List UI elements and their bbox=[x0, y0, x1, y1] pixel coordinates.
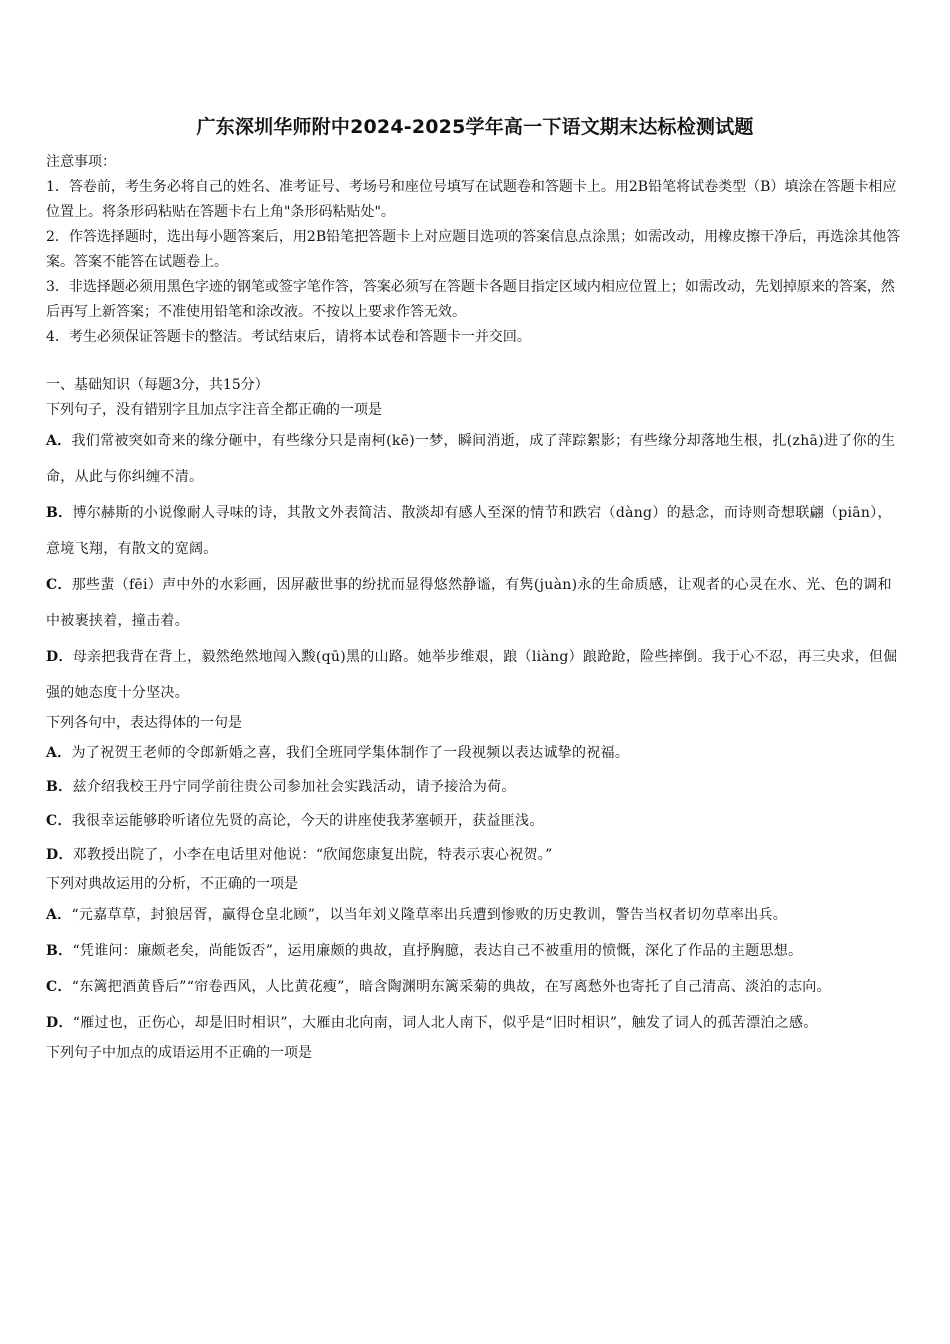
option-item bbox=[46, 495, 904, 567]
option-text: 博尔赫斯的小说像耐人寻味的诗，其散文外表简洁、散淡却有感人至深的情节和跌宕（dàng）的悬念，而诗则奇想联翩（piān），意境飞翔，有散文的宽阔。 bbox=[46, 505, 892, 557]
option-key: C． bbox=[46, 979, 72, 995]
option-key: C． bbox=[46, 577, 72, 593]
question-stem: 下列对典故运用的分析，不正确的一项是 bbox=[46, 876, 298, 892]
option-text: “雁过也，正伤心，却是旧时相识”，大雁由北向南，词人北人南下，似乎是“旧时相识”，触发了词人的孤苦漂泊之感。 bbox=[72, 1015, 818, 1031]
option-key: D． bbox=[46, 649, 73, 665]
option-key: A． bbox=[46, 907, 72, 923]
option-text: 兹介绍我校王丹宁同学前往贵公司参加社会实践活动，请予接洽为荷。 bbox=[72, 779, 516, 795]
page-title: 广东深圳华师附中2024-2025学年高一下语文期末达标检测试题 bbox=[196, 116, 754, 138]
option-text: 母亲把我背在背上，毅然绝然地闯入黢(qū)黑的山路。她举步维艰，踉（liàng）踉跄跄，险些摔倒。我于心不忍，再三央求，但倔强的她态度十分坚决。 bbox=[46, 649, 898, 701]
option-item bbox=[46, 804, 904, 838]
section-basic-knowledge bbox=[46, 373, 904, 1066]
option-key: B． bbox=[46, 779, 73, 795]
option-item bbox=[46, 969, 904, 1005]
option-key: D． bbox=[46, 847, 73, 863]
notice-heading: 注意事项： bbox=[46, 154, 116, 170]
option-item bbox=[46, 736, 904, 770]
notice-item: 2．作答选择题时，选出每小题答案后，用2B铅笔把答题卡上对应题目选项的答案信息点涂黑；如需改动，用橡皮擦干净后，再选涂其他答案。答案不能答在试题卷上。 bbox=[46, 229, 901, 270]
option-text: “东篱把酒黄昏后”“帘卷西风，人比黄花瘦”，暗含陶渊明东篱采菊的典故，在写离愁外也寄托了自己清高、淡泊的志向。 bbox=[71, 979, 831, 995]
option-key: A． bbox=[46, 745, 72, 761]
notice-section bbox=[46, 150, 904, 350]
option-text: 为了祝贺王老师的令郎新婚之喜，我们全班同学集体制作了一段视频以表达诚挚的祝福。 bbox=[71, 745, 630, 761]
option-text: 邓教授出院了，小李在电话里对他说：“欣闻您康复出院，特表示衷心祝贺。” bbox=[72, 847, 553, 863]
option-key: C． bbox=[46, 813, 72, 829]
option-item bbox=[46, 423, 904, 495]
option-item bbox=[46, 567, 904, 639]
option-item bbox=[46, 897, 904, 933]
option-text: 那些蜚（fēi）声中外的水彩画，因屏蔽世事的纷扰而显得悠然静谧，有隽(juàn)永的生命质感，让观者的心灵在水、光、色的调和中被裹挟着，撞击着。 bbox=[46, 577, 892, 629]
notice-item: 1．答卷前，考生务必将自己的姓名、准考证号、考场号和座位号填写在试题卷和答题卡上。用2B铅笔将试卷类型（B）填涂在答题卡相应位置上。将条形码粘贴在答题卡右上角"条形码粘贴处"。 bbox=[46, 179, 897, 220]
question-stem: 下列句子，没有错别字且加点字注音全都正确的一项是 bbox=[46, 402, 382, 418]
option-item bbox=[46, 770, 904, 804]
option-item bbox=[46, 933, 904, 969]
option-item bbox=[46, 838, 904, 872]
question-stem: 下列各句中，表达得体的一句是 bbox=[46, 715, 242, 731]
notice-item: 3．非选择题必须用黑色字迹的钢笔或签字笔作答，答案必须写在答题卡各题目指定区域内相应位置上；如需改动，先划掉原来的答案，然后再写上新答案；不准使用铅笔和涂改液。不按以上要求作答无效。 bbox=[46, 279, 895, 320]
section-heading: 一、基础知识（每题3分，共15分） bbox=[46, 377, 269, 393]
option-text: “元嘉草草，封狼居胥，赢得仓皇北顾”，以当年刘义隆草率出兵遭到惨败的历史教训，警告当权者切勿草率出兵。 bbox=[71, 907, 788, 923]
option-key: B． bbox=[46, 943, 73, 959]
option-text: 我们常被突如奇来的缘分砸中，有些缘分只是南柯(kē)一梦，瞬间消逝，成了萍踪絮影；有些缘分却落地生根，扎(zhā)进了你的生命，从此与你纠缠不清。 bbox=[46, 433, 896, 485]
option-key: B． bbox=[46, 505, 73, 521]
option-text: “凭谁问：廉颇老矣，尚能饭否”，运用廉颇的典故，直抒胸臆，表达自己不被重用的愤慨，深化了作品的主题思想。 bbox=[72, 943, 803, 959]
option-text: 我很幸运能够聆听诸位先贤的高论，今天的讲座使我茅塞顿开，获益匪浅。 bbox=[71, 813, 544, 829]
option-key: A． bbox=[46, 433, 72, 449]
notice-item: 4．考生必须保证答题卡的整洁。考试结束后，请将本试卷和答题卡一并交回。 bbox=[46, 329, 531, 345]
option-item bbox=[46, 639, 904, 711]
question-stem: 下列句子中加点的成语运用不正确的一项是 bbox=[46, 1045, 312, 1061]
option-key: D． bbox=[46, 1015, 73, 1031]
option-item bbox=[46, 1005, 904, 1041]
